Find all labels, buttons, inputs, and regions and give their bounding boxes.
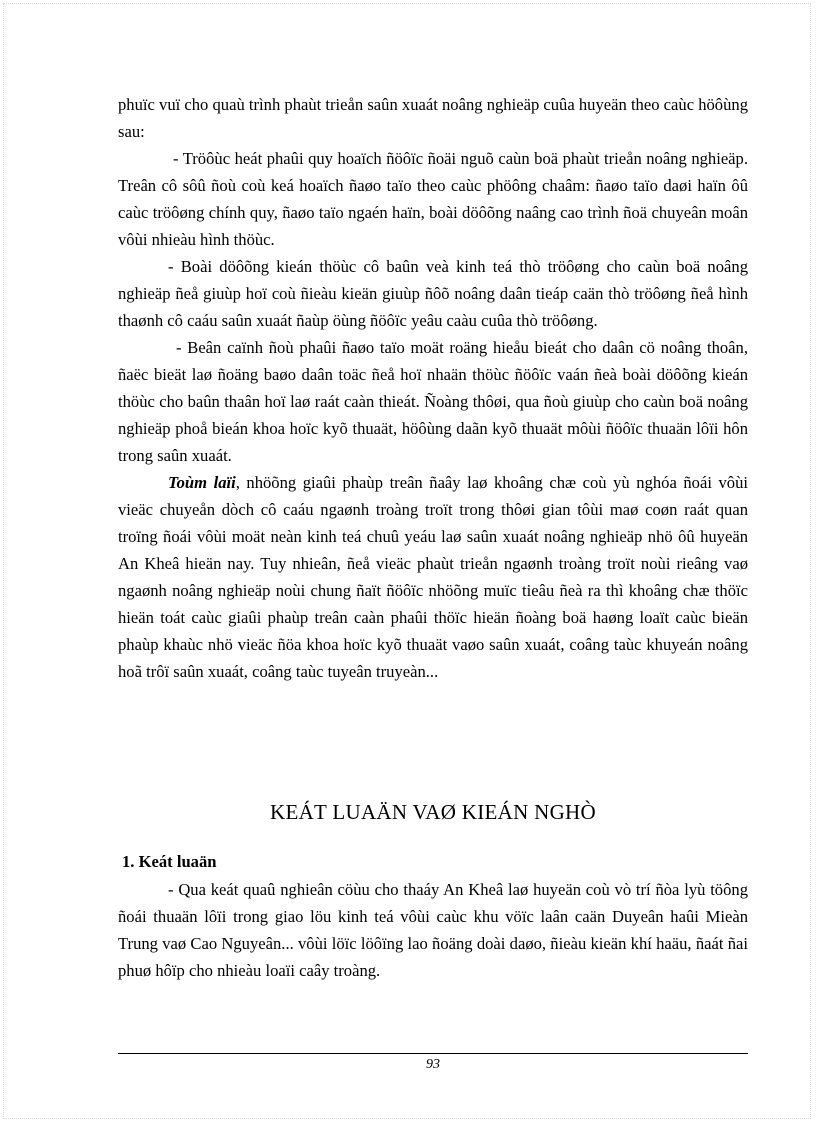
paragraph-bullet-market-knowledge: - Boài döôõng kieán thöùc cô baûn veà kinh teá thò tröôøng cho caùn boä noâng nghieäp ñeå giuùp hoï coù ñieàu kieän giuùp ñôõ noâng daân tieáp caän thò tröôøng ñeå hình thaønh cô caáu saûn xuaát ñaùp öùng ñöôïc yeâu caàu cuûa thò tröôøng.: [118, 257, 748, 330]
page-number: 93: [426, 1057, 440, 1072]
body-text-bottom: [118, 876, 748, 984]
paragraph-intro: phuïc vuï cho quaù trình phaùt trieån saûn xuaát noâng nghieäp cuûa huyeän theo caùc höôùng sau:: [118, 95, 748, 141]
paragraph-bullet-rural-education: - Beân caïnh ñoù phaûi ñaøo taïo moät roäng hieåu bieát cho daân cö noâng thoân, ñaëc bieät laø ñoäng baøo daân toäc ñeå hoï nhaän thöùc ñöôïc vaán ñeà boài döôõng kieán thöùc cho baûn thaân hoï laø raát caàn thieát. Ñoàng thôøi, qua ñoù giuùp cho caùn boä noâng nghieäp phoå bieán khoa hoïc kyõ thuaät, höôùng daãn kyõ thuaät môùi ñöôïc thuaän lôïi hôn trong saûn xuaát.: [118, 338, 748, 465]
section-title: KEÁT LUAÄN VAØ KIEÁN NGHÒ: [270, 800, 596, 824]
body-text-top: [118, 91, 748, 685]
summary-lead-phrase: Toùm laïi: [168, 473, 236, 492]
footer-divider: [118, 1053, 748, 1054]
paragraph-bullet-training: - Tröôùc heát phaûi quy hoaïch ñöôïc ñoäi nguõ caùn boä phaùt trieån noâng nghieäp. Treân cô sôû ñoù coù keá hoaïch ñaøo taïo theo caùc phöông chaâm: ñaøo taïo daøi haïn ôû caùc tröôøng chính quy, ñaøo taïo ngaén haïn, boài döôõng naâng cao trình ñoä chuyeân moân vôùi nhieàu hình thöùc.: [118, 149, 748, 249]
subheading-conclusion: 1. Keát luaän: [122, 852, 217, 871]
summary-text: , nhöõng giaûi phaùp treân ñaây laø khoâng chæ coù yù nghóa ñoái vôùi vieäc chuyeån dòch cô caáu ngaønh troàng troït trong thôøi gian tôùi maø coøn raát quan troïng ñoái vôùi moät neàn kinh teá chuû yeáu laø saûn xuaát noâng nghieäp nhö ôû huyeän An Kheâ hieän nay. Tuy nhieân, ñeå vieäc phaùt trieån ngaønh troàng troït noùi rieâng vaø ngaønh noâng nghieäp noùi chung ñaït ñöôïc nhöõng muïc tieâu ñeà ra thì khoâng chæ thöïc hieän toát caùc giaûi phaùp treân caàn phaûi thöïc hieän ñoàng boä haøng loaït caùc bieän phaùp khaùc nhö vieäc ñöa khoa hoïc kyõ thuaät vaøo saûn xuaát, coâng taùc khuyeán noâng hoã trôï saûn xuaát, coâng taùc tuyeân truyeàn...: [118, 473, 748, 681]
paragraph-summary: [118, 469, 748, 685]
paragraph-conclusion-first: - Qua keát quaû nghieân cöùu cho thaáy An Kheâ laø huyeän coù vò trí ñòa lyù töông ñoái thuaän lôïi trong giao löu kinh teá vôùi caùc khu vöïc laân caän Duyeân haûi Mieàn Trung vaø Cao Nguyeân... vôùi löïc löôïng lao ñoäng doài daøo, ñieàu kieän khí haäu, ñaát ñai phuø hôïp cho nhieàu loaïi caây troàng.: [118, 880, 748, 980]
